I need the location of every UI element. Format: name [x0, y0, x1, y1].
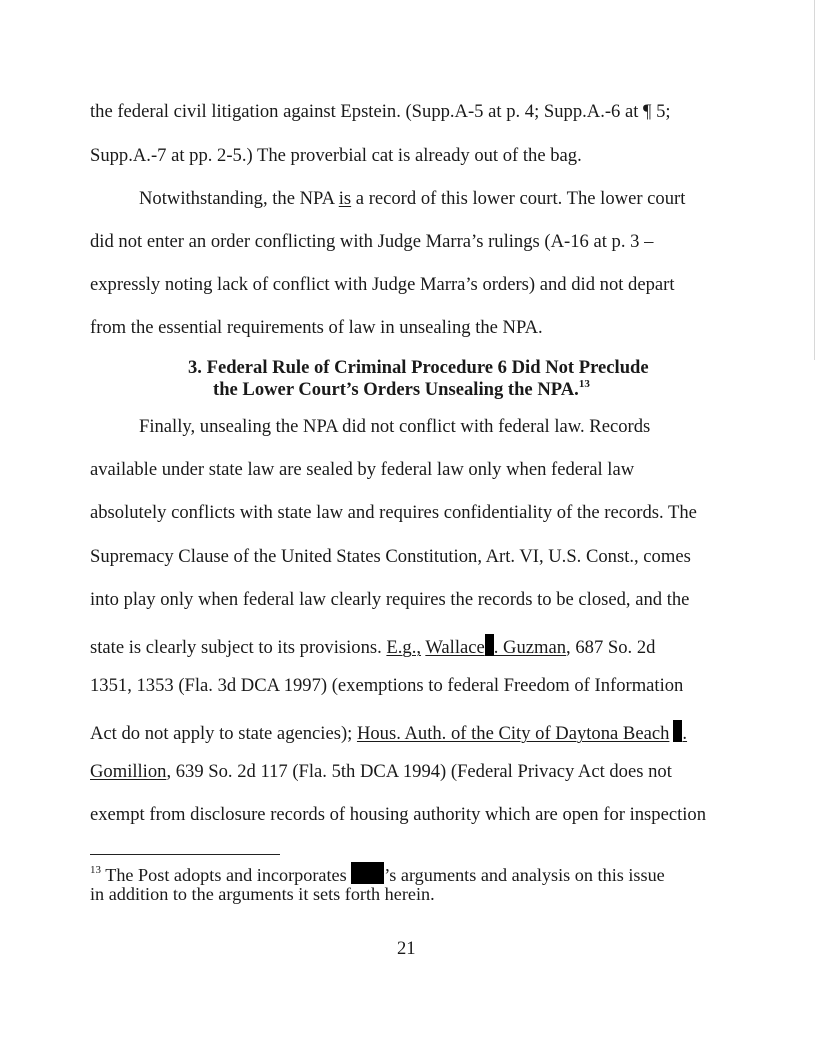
case-citation-wallace: Wallace [425, 637, 485, 658]
section-line-4: Supremacy Clause of the United States Constitution, Art. VI, U.S. Const., comes [90, 546, 691, 567]
footnote-13: $^{13}$ The Post adopts and incorporates ’s arguments and analysis on this issue [90, 864, 665, 885]
citation-line-4: Gomillion, 639 So. 2d 117 (Fla. 5th DCA 1994) (Federal Privacy Act does not [90, 761, 672, 782]
footnote-13-line2: in addition to the arguments it sets forth herein. [90, 884, 435, 904]
body-line-4: did not enter an order conflicting with Judge Marra’s rulings (A-16 at p. 3 – [90, 231, 654, 252]
body-line-1: the federal civil litigation against Epstein. (Supp.A-5 at p. 4; Supp.A.-6 at ¶ 5; [90, 101, 671, 122]
section-line-1: Finally, unsealing the NPA did not conflict with federal law. Records [139, 416, 651, 437]
emphasis-is: is [338, 188, 352, 209]
citation-line-3: Act do not apply to state agencies); Hous. Auth. of the City of Daytona Beach . [90, 720, 687, 744]
case-citation-hous-auth: Hous. Auth. of the City of Daytona Beach [356, 723, 670, 744]
body-line-3: Notwithstanding, the NPA is a record of this lower court. The lower court [139, 188, 686, 209]
body-line-6: from the essential requirements of law in unsealing the NPA. [90, 317, 543, 338]
page-number: 21 [397, 938, 416, 959]
section-line-3: absolutely conflicts with state law and requires confidentiality of the records. The [90, 502, 697, 523]
redaction-box [351, 862, 384, 884]
case-citation-guzman: . Guzman [493, 637, 567, 658]
citation-line-1: state is clearly subject to its provisions. E.g., Wallace . Guzman, 687 So. 2d [90, 634, 655, 658]
case-citation-gomillion: Gomillion [90, 761, 167, 782]
body-line-last: exempt from disclosure records of housing authority which are open for inspection [90, 804, 707, 825]
section-heading-line2: the Lower Court’s Orders Unsealing the NPA.$^{13}$ [213, 378, 590, 400]
footnote-number: 13 [90, 864, 101, 876]
case-citation-eg: E.g., [386, 637, 422, 658]
section-heading-line1: 3. Federal Rule of Criminal Procedure 6 Did Not Preclude [188, 357, 649, 378]
footnote-ref-13: 13 [578, 378, 590, 390]
section-line-5: into play only when federal law clearly requires the records to be closed, and the [90, 589, 690, 610]
footnote-divider [90, 854, 280, 855]
body-line-5: expressly noting lack of conflict with Judge Marra’s orders) and did not depart [90, 274, 675, 295]
body-line-2: Supp.A.-7 at pp. 2-5.) The proverbial cat is already out of the bag. [90, 145, 582, 166]
citation-line-2: 1351, 1353 (Fla. 3d DCA 1997) (exemptions to federal Freedom of Information [90, 675, 684, 696]
page-edge [814, 0, 815, 360]
redaction-box [485, 634, 494, 656]
section-line-2: available under state law are sealed by federal law only when federal law [90, 459, 635, 480]
